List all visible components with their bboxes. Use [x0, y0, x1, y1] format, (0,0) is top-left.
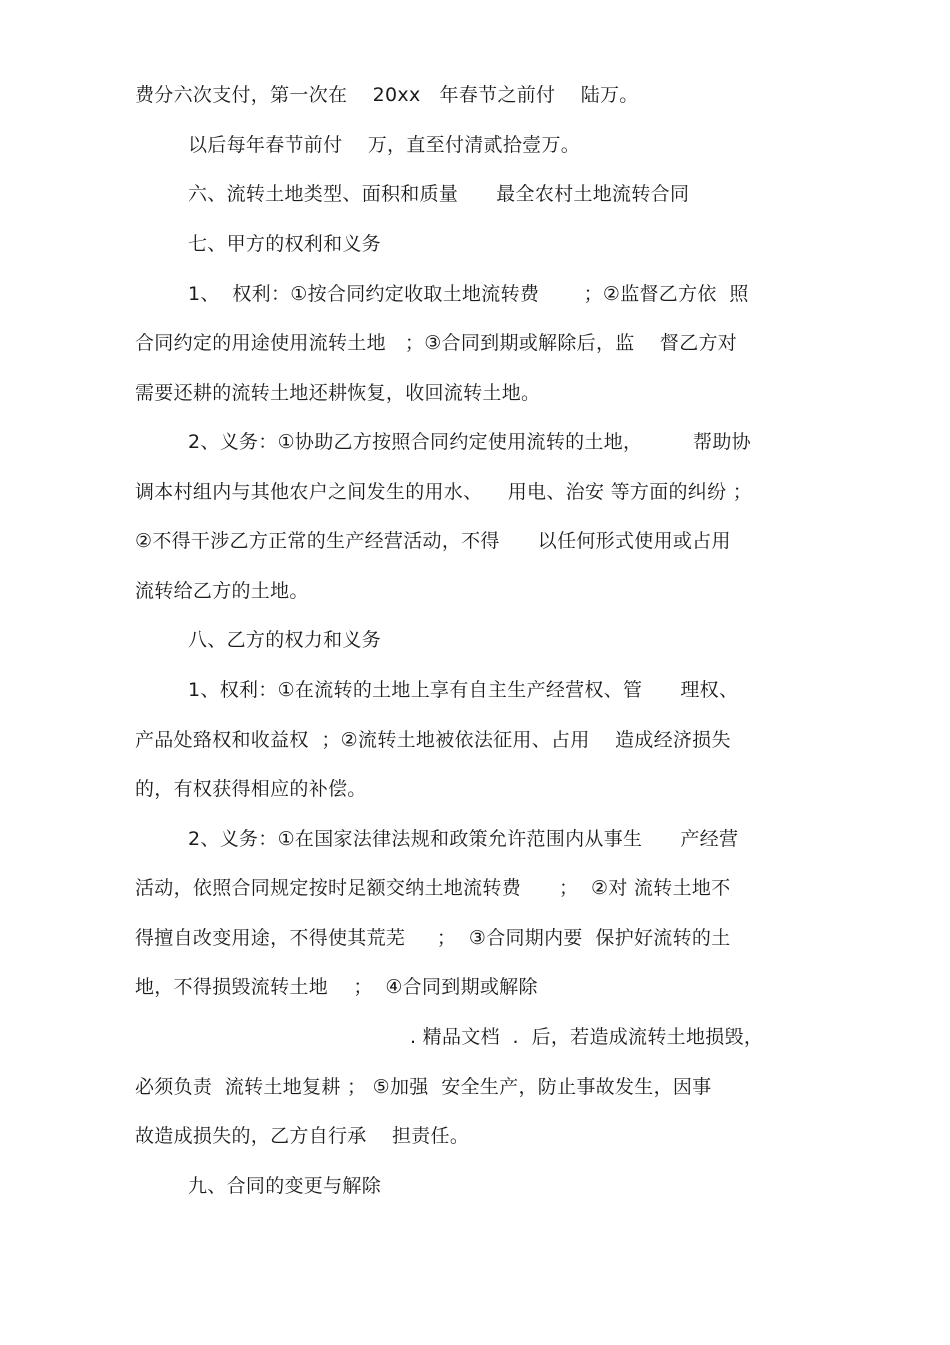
paragraph-line: 2、义务：①协助乙方按照合同约定使用流转的土地， 帮助协: [188, 431, 751, 453]
section-heading: 七、甲方的权利和义务: [188, 233, 382, 255]
paragraph-line: 地，不得损毁流转土地 ； ④合同到期或解除: [135, 976, 538, 998]
paragraph-line: 1、权利：①在流转的土地上享有自主生产经营权、管 理权、: [188, 679, 739, 701]
paragraph-line: 费分六次支付，第一次在 20xx 年春节之前付 陆万。: [135, 84, 639, 106]
paragraph-line: 1、 权利：①按合同约定收取土地流转费 ；②监督乙方依 照: [188, 283, 749, 305]
paragraph-line: 合同约定的用途使用流转土地 ；③合同到期或解除后，监 督乙方对: [135, 332, 738, 354]
paragraph-line: 故造成损失的，乙方自行承 担责任。: [135, 1125, 470, 1147]
paragraph-line: 以后每年春节前付 万，直至付清贰拾壹万。: [188, 134, 581, 156]
paragraph-line: 调本村组内与其他农户之间发生的用水、 用电、治安 等方面的纠纷 ；: [135, 481, 753, 503]
paragraph-line: 得擅自改变用途，不得使其荒芜 ； ③合同期内要 保护好流转的土: [135, 927, 731, 949]
paragraph-line: ②不得干涉乙方正常的生产经营活动，不得 以任何形式使用或占用: [135, 530, 731, 552]
section-heading: 八、乙方的权力和义务: [188, 629, 382, 651]
section-heading: 九、合同的变更与解除: [188, 1175, 382, 1197]
paragraph-line: 需要还耕的流转土地还耕恢复，收回流转土地。: [135, 382, 541, 404]
paragraph-line: 必须负责 流转土地复耕 ； ⑤加强 安全生产，防止事故发生，因事: [135, 1076, 712, 1098]
paragraph-line: 2、义务：①在国家法律法规和政策允许范围内从事生 产经营: [188, 828, 739, 850]
paragraph-line: 的，有权获得相应的补偿。: [135, 778, 367, 800]
paragraph-line: 活动，依照合同规定按时足额交纳土地流转费 ； ②对 流转土地不: [135, 877, 731, 899]
section-heading: 六、流转土地类型、面积和质量 最全农村土地流转合同: [188, 183, 690, 205]
paragraph-line: 产品处臵权和收益权 ；②流转土地被依法征用、占用 造成经济损失: [135, 729, 731, 751]
paragraph-line: . 精品文档 . 后，若造成流转土地损毁，: [410, 1026, 764, 1048]
paragraph-line: 流转给乙方的土地。: [135, 580, 309, 602]
